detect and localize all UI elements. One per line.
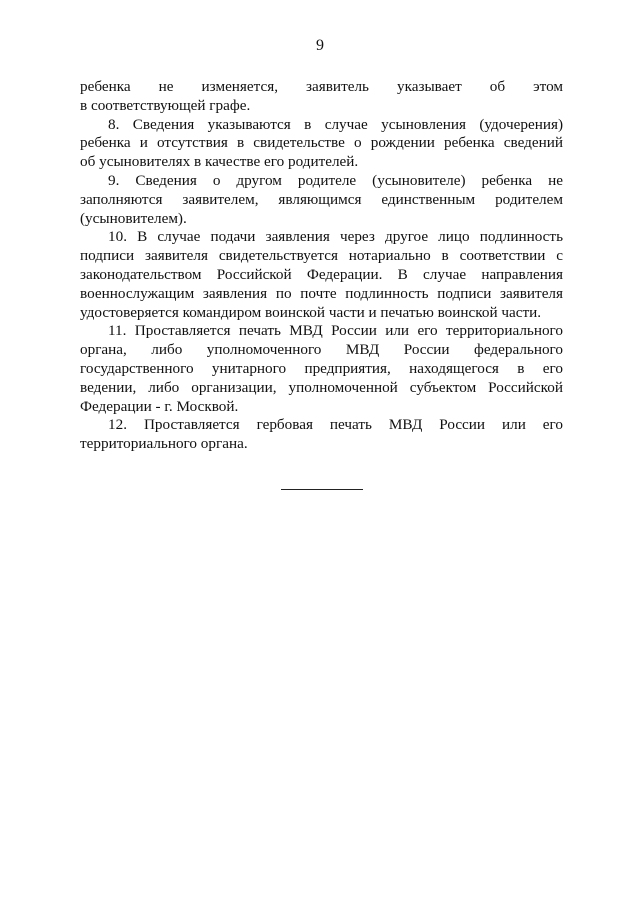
text-line: военнослужащим заявления по почте подлинность подписи заявителя	[80, 284, 563, 302]
paragraph-item-12	[80, 416, 563, 454]
document-body	[80, 78, 563, 454]
paragraph-item-11	[80, 322, 563, 416]
text-line: территориального органа.	[80, 435, 248, 453]
text-line: 11. Проставляется печать МВД России или его территориального	[108, 322, 563, 340]
page-number: 9	[316, 37, 324, 54]
text-line: ребенка и отсутствия в свидетельстве о рождении ребенка сведений	[80, 134, 563, 152]
text-line: об усыновителях в качестве его родителей.	[80, 153, 359, 171]
text-line: ребенка не изменяется, заявитель указывает об этом	[80, 78, 563, 95]
text-line: законодательством Российской Федерации. В случае направления	[80, 265, 563, 283]
text-line: 12. Проставляется гербовая печать МВД России или его	[108, 416, 563, 434]
paragraph-item-10	[80, 228, 563, 322]
text-line: органа, либо уполномоченного МВД России федерального	[80, 341, 563, 359]
text-line: заполняются заявителем, являющимся единственным родителем	[80, 190, 563, 208]
text-line: 10. В случае подачи заявления через другое лицо подлинность	[108, 228, 563, 246]
text-line: ведении, либо организации, уполномоченной субъектом Российской	[80, 378, 563, 396]
paragraph-continuation	[80, 78, 563, 116]
paragraph-item-8	[80, 116, 563, 172]
text-line: в соответствующей графе.	[80, 96, 251, 114]
text-line: Федерации - г. Москвой.	[80, 397, 239, 415]
text-line: (усыновителем).	[80, 209, 187, 227]
text-line: подписи заявителя свидетельствуется нотариально в соответствии с	[80, 247, 563, 265]
text-line: государственного унитарного предприятия, находящегося в его	[80, 359, 563, 377]
paragraph-item-9	[80, 172, 563, 228]
text-line: 9. Сведения о другом родителе (усыновителе) ребенка не	[108, 171, 563, 189]
text-line: удостоверяется командиром воинской части и печатью воинской части.	[80, 303, 542, 321]
end-of-document-rule	[281, 489, 363, 490]
text-line: 8. Сведения указываются в случае усыновления (удочерения)	[108, 115, 563, 133]
